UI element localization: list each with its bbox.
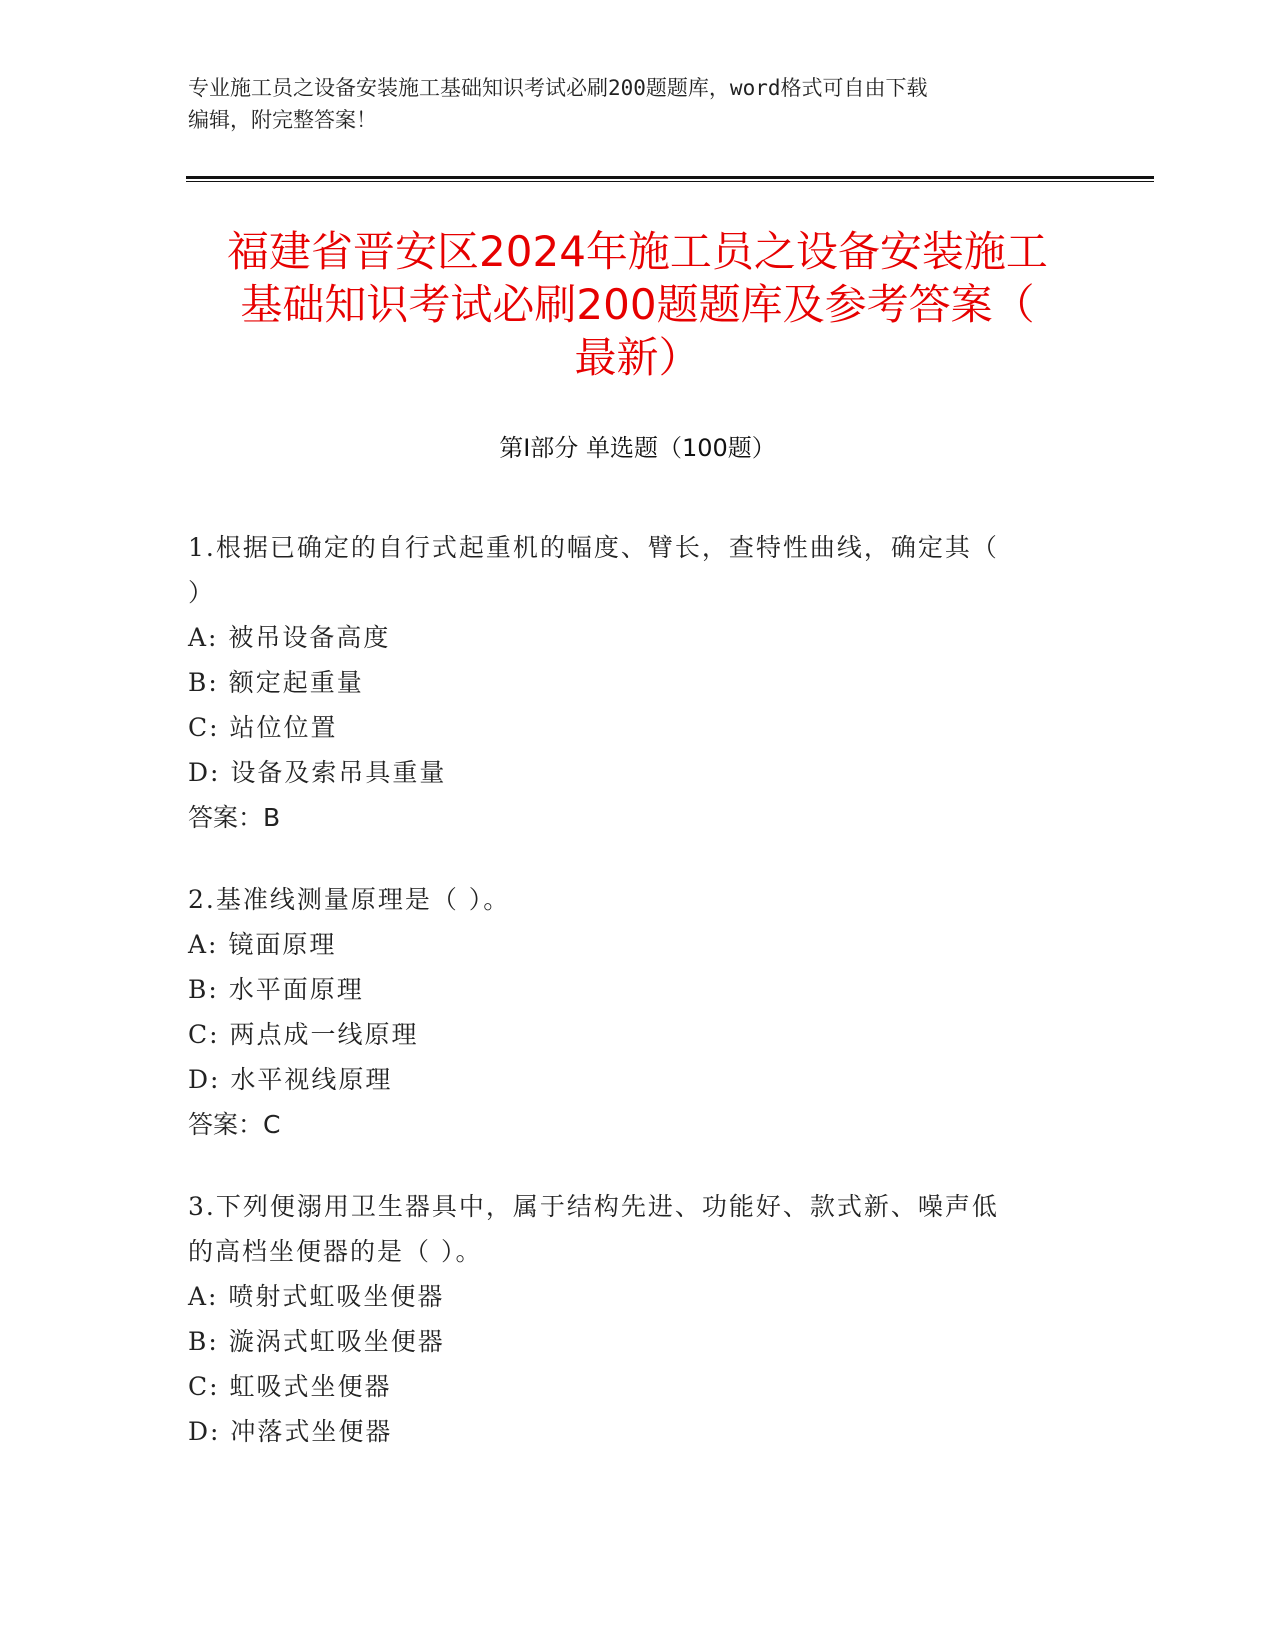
option-d: D: 冲落式坐便器 (188, 1417, 393, 1446)
question-stem: 1.根据已确定的自行式起重机的幅度、臂长，查特性曲线，确定其（ (188, 533, 999, 562)
section-heading: 第Ⅰ部分 单选题（100题） (499, 434, 776, 462)
title-line-2: 基础知识考试必刷200题题库及参考答案（ (240, 280, 1035, 329)
header-divider-thin (186, 181, 1154, 182)
header-line-2: 编辑，附完整答案！ (188, 108, 377, 132)
question-stem: 2.基准线测量原理是（ ）。 (188, 885, 511, 914)
title-line-3: 最新） (574, 333, 701, 382)
option-d: D: 水平视线原理 (188, 1065, 393, 1094)
question-3 (188, 1184, 1068, 1454)
option-a: A: 喷射式虹吸坐便器 (188, 1282, 445, 1311)
option-a: A: 镜面原理 (188, 930, 337, 959)
option-b: B: 漩涡式虹吸坐便器 (188, 1327, 445, 1356)
option-c: C: 站位位置 (188, 713, 338, 742)
option-d: D: 设备及索吊具重量 (188, 758, 447, 787)
document-title (170, 225, 1105, 384)
question-list (188, 525, 1068, 1491)
header-line-1: 专业施工员之设备安装施工基础知识考试必刷200题题库，word格式可自由下载 (188, 76, 928, 100)
document-header (188, 72, 1068, 136)
question-stem: 3.下列便溺用卫生器具中，属于结构先进、功能好、款式新、噪声低 (188, 1192, 999, 1221)
question-1 (188, 525, 1068, 840)
answer-line: 答案：B (188, 803, 281, 832)
title-line-1: 福建省晋安区2024年施工员之设备安装施工 (227, 227, 1048, 276)
header-divider-thick (186, 176, 1154, 179)
question-2 (188, 877, 1068, 1147)
option-b: B: 水平面原理 (188, 975, 364, 1004)
question-stem-continued: 的高档坐便器的是（ ）。 (188, 1237, 483, 1266)
option-c: C: 虹吸式坐便器 (188, 1372, 392, 1401)
option-b: B: 额定起重量 (188, 668, 364, 697)
question-stem-continued: ） (188, 578, 216, 607)
answer-line: 答案：C (188, 1110, 281, 1139)
option-a: A: 被吊设备高度 (188, 623, 391, 652)
option-c: C: 两点成一线原理 (188, 1020, 419, 1049)
